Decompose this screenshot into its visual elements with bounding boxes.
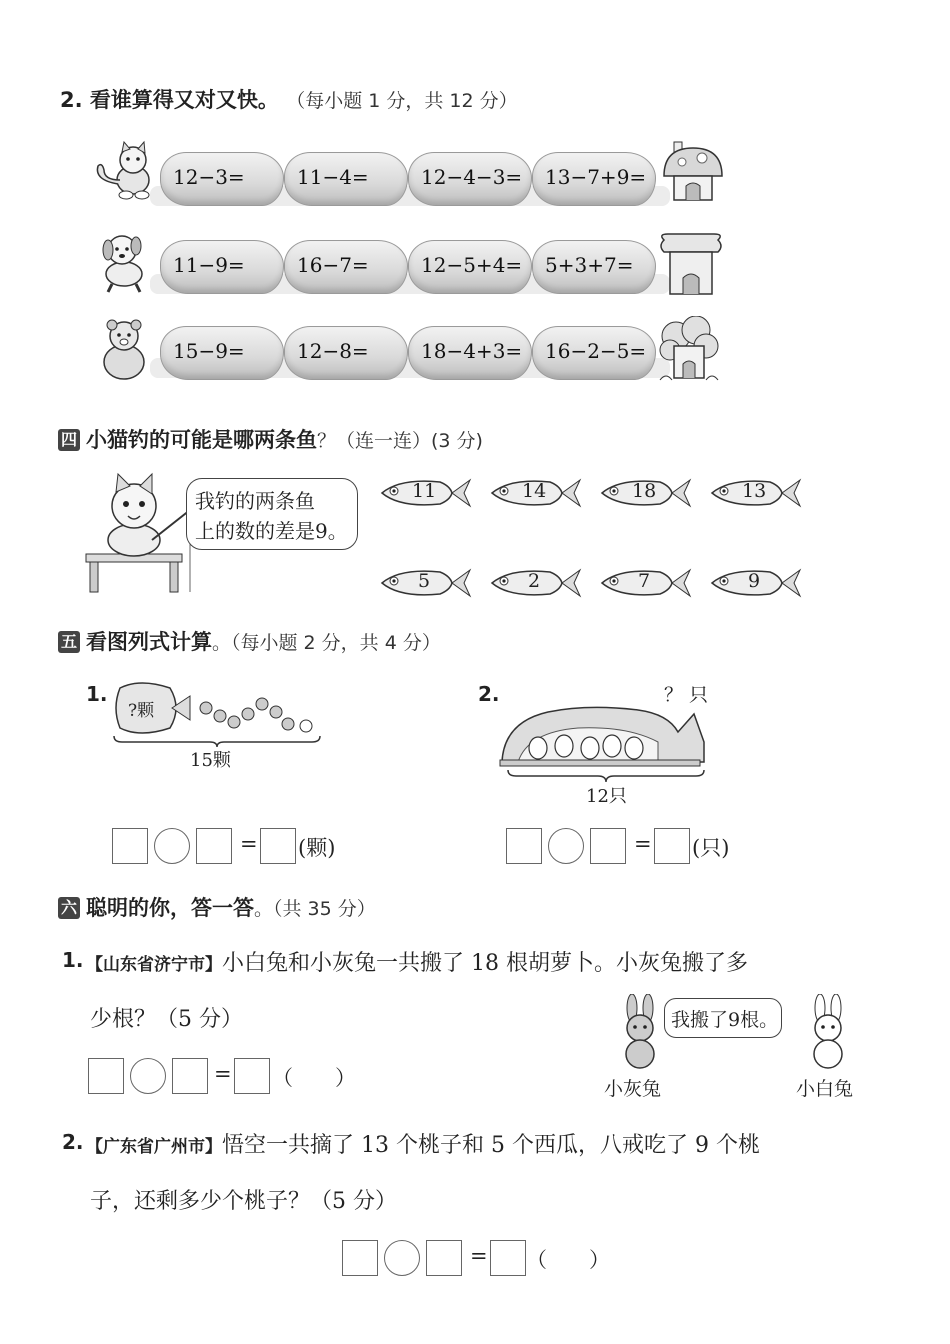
s5-q2-answer-box-1[interactable] (506, 828, 542, 864)
s5-q2-operator-circle[interactable] (548, 828, 584, 864)
rock-3-4: 16−2−5= (532, 326, 656, 380)
s6-q2-operator-circle[interactable] (384, 1240, 420, 1276)
s6-q2-answer-box-1[interactable] (342, 1240, 378, 1276)
s5-q2-answer-box-2[interactable] (590, 828, 626, 864)
fish-5[interactable] (380, 566, 472, 600)
rock-3-2: 12−8= (284, 326, 408, 380)
q2-total: 12只 (586, 786, 627, 807)
s6-q1-source: 【山东省济宁市】 (86, 955, 222, 975)
s5-q1-result-box[interactable] (260, 828, 296, 864)
part2-score-note: （每小题 1 分，共 12 分） (286, 90, 518, 112)
fish-number: 5 (418, 570, 431, 592)
section6-title: 聪明的你，答一答 (86, 896, 254, 920)
fish-number: 18 (632, 480, 657, 502)
section5-title: 看图列式计算 (86, 630, 212, 654)
q1-total: 15颗 (190, 750, 231, 771)
fish-number: 13 (742, 480, 767, 502)
gray-rabbit-icon (612, 994, 668, 1070)
s5-q2-number: 2. (478, 682, 500, 706)
section4-score-note: ？（连一连）(3 分) (317, 430, 483, 452)
part2-heading (60, 84, 518, 114)
s6-q2-unit-blank[interactable]: （ ） (526, 1248, 610, 1272)
white-rabbit-icon (800, 994, 856, 1070)
fish-number: 9 (748, 570, 761, 592)
s5-q1-answer-box-1[interactable] (112, 828, 148, 864)
section6-heading (58, 892, 376, 922)
fish-number: 14 (522, 480, 547, 502)
fish-number: 11 (412, 480, 437, 502)
s5-q2-unit: (只) (692, 836, 730, 860)
s6-q1-number: 1. (62, 948, 84, 972)
cat-speech-bubble (186, 478, 358, 550)
rock-1-2: 11−4= (284, 152, 408, 206)
equals-sign: = (214, 1062, 232, 1086)
rock-2-2: 16−7= (284, 240, 408, 294)
fish-number: 7 (638, 570, 651, 592)
q2-question-label: ？ 只 (664, 684, 709, 706)
rabbit-speech-text: 我搬了9根。 (671, 1009, 779, 1031)
fish-14[interactable] (490, 476, 582, 510)
s6-q1-operator-circle[interactable] (130, 1058, 166, 1094)
fish-9[interactable] (710, 566, 802, 600)
bone-house-icon (656, 232, 726, 298)
bear-icon (92, 318, 156, 382)
white-rabbit-label: 小白兔 (796, 1078, 854, 1100)
s5-q1-operator-circle[interactable] (154, 828, 190, 864)
section4-heading (58, 424, 483, 454)
part2-number: 2. (60, 88, 83, 112)
section4-badge: 四 (58, 429, 80, 451)
fish-7[interactable] (600, 566, 692, 600)
s6-q2-source: 【广东省广州市】 (86, 1137, 222, 1157)
s6-q1-text-line-2: 少根？（5 分） (90, 1007, 243, 1032)
cat-icon (88, 140, 158, 202)
s6-q1-unit-blank[interactable]: （ ） (272, 1066, 356, 1090)
rock-1-1: 12−3= (160, 152, 284, 206)
fish-11[interactable] (380, 476, 472, 510)
rock-1-3: 12−4−3= (408, 152, 532, 206)
dog-icon (92, 230, 156, 296)
s5-q1-number: 1. (86, 682, 108, 706)
fishing-cat-icon (82, 470, 202, 596)
s6-q2-number: 2. (62, 1130, 84, 1154)
rock-2-4: 5+3+7= (532, 240, 656, 294)
rabbit-speech-bubble (664, 998, 782, 1038)
rock-3-1: 15−9= (160, 326, 284, 380)
section4-title: 小猫钓的可能是哪两条鱼 (86, 428, 317, 452)
part2-title: 看谁算得又对又快。 (89, 88, 279, 112)
section5-badge: 五 (58, 631, 80, 653)
fish-2[interactable] (490, 566, 582, 600)
gray-rabbit-label: 小灰兔 (604, 1078, 662, 1100)
equals-sign: = (634, 832, 652, 856)
s6-q2-text-line-2: 子，还剩多少个桃子？（5 分） (90, 1189, 397, 1214)
rock-2-1: 11−9= (160, 240, 284, 294)
rock-2-3: 12−5+4= (408, 240, 532, 294)
fish-number: 2 (528, 570, 541, 592)
section5-heading (58, 626, 441, 656)
s6-q1-answer-box-1[interactable] (88, 1058, 124, 1094)
equals-sign: = (240, 832, 258, 856)
s5-q2-result-box[interactable] (654, 828, 690, 864)
mushroom-house-icon (660, 138, 726, 204)
rock-3-3: 18−4+3= (408, 326, 532, 380)
equals-sign: = (470, 1244, 488, 1268)
bag-label: ?颗 (128, 701, 155, 721)
s6-q2-result-box[interactable] (490, 1240, 526, 1276)
fish-18[interactable] (600, 476, 692, 510)
s5-q1-unit: (颗) (298, 836, 336, 860)
s6-q1-answer-box-2[interactable] (172, 1058, 208, 1094)
section6-badge: 六 (58, 897, 80, 919)
speech-line-2: 上的数的差是9。 (195, 519, 348, 543)
s6-q1-result-box[interactable] (234, 1058, 270, 1094)
speech-line-1: 我钓的两条鱼 (195, 489, 315, 513)
s6-q1-text-line-1: 【山东省济宁市】小白兔和小灰兔一共搬了 18 根胡萝卜。小灰兔搬了多 (86, 951, 748, 976)
s6-q2-text-line-1: 【广东省广州市】悟空一共摘了 13 个桃子和 5 个西瓜，八戒吃了 9 个桃 (86, 1133, 760, 1158)
rock-1-4: 13−7+9= (532, 152, 656, 206)
fish-13[interactable] (710, 476, 802, 510)
s6-q2-answer-box-2[interactable] (426, 1240, 462, 1276)
s5-q1-answer-box-2[interactable] (196, 828, 232, 864)
section5-score-note: 。（每小题 2 分，共 4 分） (212, 632, 441, 654)
cave-penguins-illustration (498, 702, 706, 768)
tree-house-icon (656, 316, 722, 386)
section6-score-note: 。（共 35 分） (254, 898, 376, 920)
